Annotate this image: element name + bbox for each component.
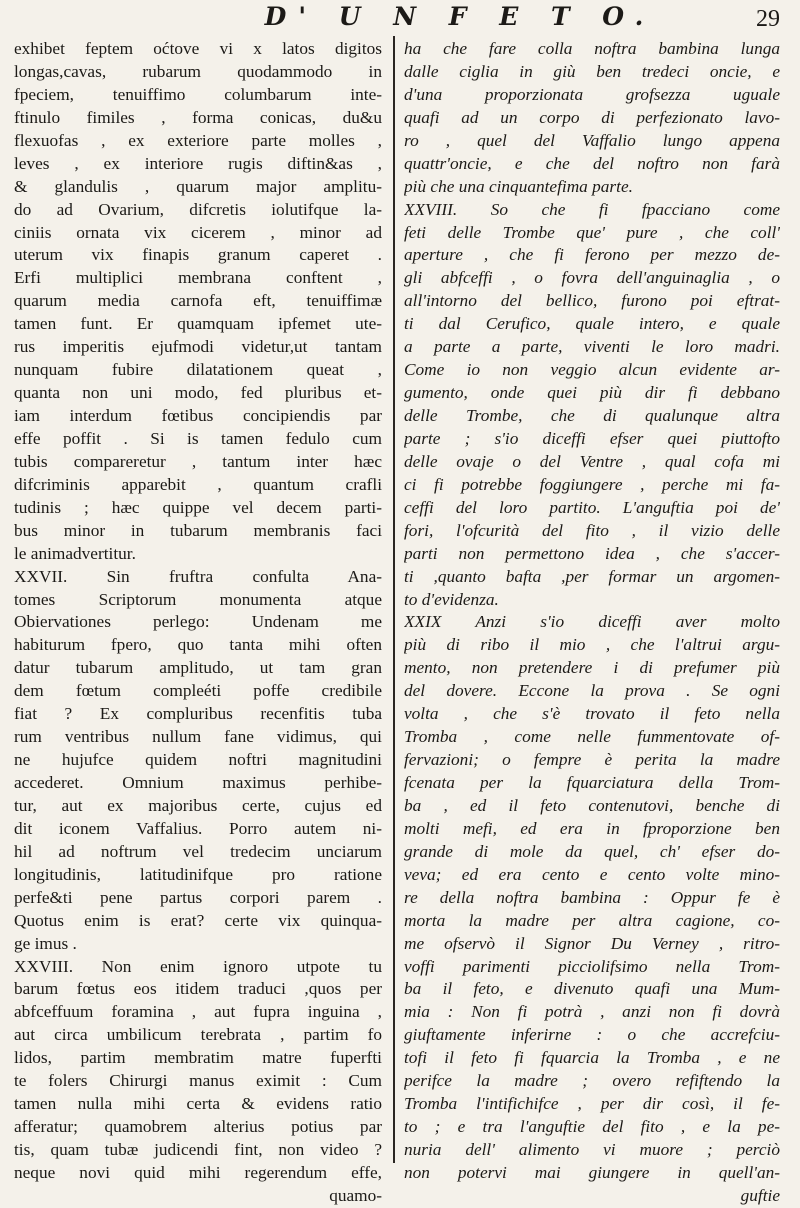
italian-text-line: tofi il feto fi fquarcia la Tromba , e ne <box>404 1048 780 1068</box>
latin-text-line: ne hujufce quidem noftri magnitudini <box>14 750 382 770</box>
latin-text-line: tur, aut ex majoribus certe, cujus ed <box>14 795 382 815</box>
italian-text-line: più che una cinquantefima parte. <box>404 176 633 196</box>
latin-column <box>14 38 382 1208</box>
latin-text-line: habiturum fpero, quo tanta mihi often <box>14 635 382 655</box>
italian-text-line: del dovere. Eccone la prova . Se ogni <box>404 681 780 701</box>
latin-text-line: Obiervationes perlego: Undenam me <box>14 612 382 632</box>
italian-text-line: volta , che s'è trovato il feto nella <box>404 704 780 724</box>
latin-text-line: flexuofas , ex exteriore parte molles , <box>14 130 382 150</box>
column-divider <box>393 36 395 1163</box>
latin-text-line: Erfi multiplici membrana conftent , <box>14 268 382 288</box>
italian-text-line: ceffi del loro partito. L'anguftia poi de' <box>404 497 780 517</box>
latin-text-line: fiat ? Ex compluribus recenfitis tuba <box>14 704 382 724</box>
latin-text-line: ftinulo fimiles , forma conicas, du&u <box>14 107 382 127</box>
italian-text-line: Come io non veggio alcun evidente ar- <box>404 360 780 380</box>
latin-text-line: lidos, partim membratim matre fuperfti <box>14 1048 382 1068</box>
italian-text-line: d'una proporzionata grofsezza uguale <box>404 84 780 104</box>
latin-text-line: XXVIII. Non enim ignoro utpote tu <box>14 956 382 976</box>
italian-text-line: gumento, onde quei più dir fi debbano <box>404 383 780 403</box>
latin-text-line: dem fœtum compleéti poffe credibile <box>14 681 382 701</box>
italian-text-line: mento, non pretendere i di prefumer più <box>404 658 780 678</box>
italian-column <box>404 38 780 1208</box>
italian-text-line: non potervi mai giungere in quell'an- <box>404 1162 780 1182</box>
latin-text-line: neque novi quid mihi regerendum effe, <box>14 1162 382 1182</box>
latin-text-line: ge imus . <box>14 933 77 953</box>
latin-text-line: rum ventribus nullum fane vidimus, qui <box>14 727 382 747</box>
latin-text-line: longas,cavas, rubarum quodammodo in <box>14 61 382 81</box>
latin-text-line: uterum vix finapis granum caperet . <box>14 245 382 265</box>
latin-text-line: hil ad noftrum vel tredecim unciarum <box>14 841 382 861</box>
italian-text-line: ha che fare colla noftra bambina lunga <box>404 39 780 58</box>
italian-text-line: gli abfceffi , o fovra dell'anguinaglia , o <box>404 268 780 288</box>
latin-text-line: tomes Scriptorum monumenta atque <box>14 589 382 609</box>
italian-text-line: giuftamente inferirne : o che accrefciu- <box>404 1025 780 1045</box>
italian-text-line: a parte a parte, viventi le loro madri. <box>404 337 780 357</box>
latin-text-line: leves , ex interiore rugis diftin&as , <box>14 153 382 173</box>
italian-text-line: ti ,quanto bafta ,per formar un argomen- <box>404 566 780 586</box>
latin-text-line: aut circa umbilicum terebrata , partim fo <box>14 1025 382 1045</box>
italian-text-line: ba , ed il feto contenutovi, benche di <box>404 795 780 815</box>
latin-text-line: quamo- <box>329 1185 382 1205</box>
latin-text-line: & glandulis , quarum major amplitu- <box>14 176 382 196</box>
italian-text-line: re della noftra bambina : Oppur fe è <box>404 887 780 907</box>
italian-text-line: delle ovaje o del Ventre , qual cofa mi <box>404 451 780 471</box>
italian-text-line: to d'evidenza. <box>404 589 499 609</box>
italian-text-line: più di ribo il mio , che l'altrui argu- <box>404 635 780 655</box>
latin-text-line: rus imperitis ejufmodi videtur,ut tantam <box>14 337 382 357</box>
italian-text-line: guftie <box>740 1185 780 1205</box>
italian-text-line: aperture , che fi ferono per mezzo de- <box>404 245 780 265</box>
italian-text-line: voffi parimenti picciolifsimo nella Trom- <box>404 956 780 976</box>
latin-text-line: accederet. Omnium maximus perhibe- <box>14 773 382 792</box>
latin-text-line: afferatur; quamobrem alterius potius par <box>14 1117 382 1137</box>
latin-text-line: tamen nulla mihi certa & evidens ratio <box>14 1094 382 1114</box>
latin-text-line: iam interdum fœtibus concipiendis par <box>14 406 382 425</box>
italian-text-line: dalle ciglia in giù ben tredeci oncie, e <box>404 61 780 81</box>
italian-text-line: XXVIII. So che fi fpacciano come <box>404 199 780 219</box>
italian-text-line: quattr'oncie, e che del noftro non farà <box>404 153 780 173</box>
italian-text-line: morta la madre per altra cagione, co- <box>404 910 780 930</box>
italian-text-line: grande di mole da quel, ch' efser do- <box>404 841 780 861</box>
latin-text-line: tamen funt. Er quamquam ipfemet ute- <box>14 314 382 334</box>
italian-text-line: molti mefi, ed era in fproporzione ben <box>404 818 780 838</box>
latin-text-line: tis, quam tubæ judicendi fint, non video ? <box>14 1140 382 1159</box>
latin-text-line: abfceffuum foramina , aut fupra inguina , <box>14 1002 382 1022</box>
italian-text-line: mia : Non fi potrà , anzi non fi dovrà <box>404 1002 780 1022</box>
italian-text-line: me ofservò il Signor Du Verney , ritro- <box>404 933 780 953</box>
italian-text-line: perifce la madre ; overo refiftendo la <box>404 1071 780 1091</box>
italian-text-line: delle Trombe, che di qualunque altra <box>404 406 780 425</box>
latin-text-line: XXVII. Sin fruftra confulta Ana- <box>14 566 382 586</box>
italian-text-line: Tromba l'intifichifce , per dir così, il fe- <box>404 1094 780 1114</box>
latin-text-line: barum fœtus eos itidem traduci ,quos per <box>14 979 382 999</box>
latin-text-line: dit iconem Vaffalius. Porro autem ni- <box>14 818 382 838</box>
italian-text-line: feti delle Trombe que' pure , che coll' <box>404 222 780 242</box>
italian-text-line: ro , quel del Vaffalio lungo appena <box>404 130 780 150</box>
latin-text-line: le animadvertitur. <box>14 543 136 563</box>
italian-text-line: to ; e tra l'anguftie del fito , e la pe- <box>404 1117 780 1137</box>
italian-text-line: ci fi potrebbe foggiungere , perche mi fa- <box>404 474 780 494</box>
latin-text-line: longitudinis, latitudinifque pro ratione <box>14 864 382 884</box>
running-title: D' U N F E T O. <box>264 2 656 31</box>
italian-text-line: all'intorno del bellico, furono poi eftrat- <box>404 291 780 311</box>
latin-text-line: effe poffit . Si is tamen fedulo cum <box>14 428 382 448</box>
italian-text-line: parti non permettono idea , che s'accer- <box>404 543 780 563</box>
italian-text-line: fori, l'ofcurità del fito , il vizio delle <box>404 520 780 540</box>
latin-text-line: perfe&ti pene partus corpori parem . <box>14 887 382 907</box>
latin-text-line: quarum media carnofa eft, tenuiffimæ <box>14 291 382 311</box>
page-number: 29 <box>756 6 780 32</box>
italian-text-line: veva; ed era cento e cento volte mino- <box>404 864 780 884</box>
latin-text-line: tubis compareretur , tantum inter hæc <box>14 451 382 471</box>
italian-text-line: ti dal Cerufico, quale intero, e quale <box>404 314 780 334</box>
italian-text-line: quafi ad un corpo di perfezionato lavo- <box>404 107 780 127</box>
latin-text-line: exhibet feptem oćtove vi x latos digitos <box>14 39 382 58</box>
latin-text-line: tudinis ; hæc quippe vel decem parti- <box>14 497 382 517</box>
latin-text-line: Quotus enim is erat? certe vix quinqua- <box>14 910 382 930</box>
italian-text-line: Tromba , come nelle fummentovate of- <box>404 727 780 747</box>
running-header <box>0 2 800 38</box>
latin-text-line: datur tubarum amplitudo, ut tam gran <box>14 658 382 678</box>
latin-text-line: ciniis ornata vix cicerem , minor ad <box>14 222 382 242</box>
italian-text-line: ba il feto, e divenuto quafi una Mum- <box>404 979 780 999</box>
latin-text-line: fpeciem, tenuiffimo columbarum inte- <box>14 84 382 104</box>
italian-text-line: parte ; s'io diceffi efser quei piuttofto <box>404 428 780 448</box>
latin-text-line: quanta non uni modo, fed pluribus et- <box>14 383 382 403</box>
italian-text-line: fervazioni; o fempre è perita la madre <box>404 750 780 770</box>
latin-text-line: te folers Chirurgi manus eximit : Cum <box>14 1071 382 1091</box>
italian-text-line: nuria dell' alimento vi muore ; perciò <box>404 1140 780 1159</box>
latin-text-line: nunquam fubire dilatationem queat , <box>14 360 382 380</box>
latin-text-line: bus minor in tubarum membranis faci <box>14 520 382 540</box>
latin-text-line: do ad Ovarium, difcretis iolutifque la- <box>14 199 382 219</box>
latin-text-line: difcriminis apparebit , quantum crafli <box>14 474 382 494</box>
italian-text-line: fcenata per la fquarciatura della Trom- <box>404 773 780 792</box>
italian-text-line: XXIX Anzi s'io diceffi aver molto <box>404 612 780 632</box>
